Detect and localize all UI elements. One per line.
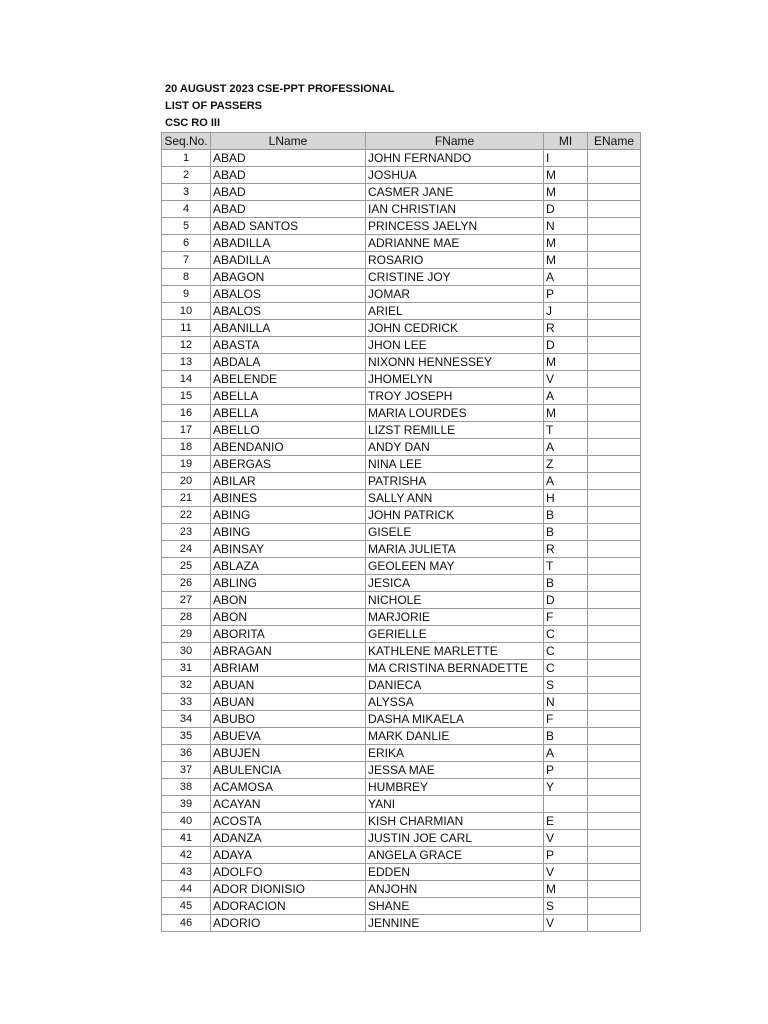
cell-extension-name (588, 337, 641, 354)
cell-extension-name (588, 575, 641, 592)
cell-middle-initial: M (544, 881, 588, 898)
table-row (162, 847, 641, 864)
cell-last-name: ABRAGAN (211, 643, 366, 660)
cell-last-name: ABDALA (211, 354, 366, 371)
table-row (162, 252, 641, 269)
cell-last-name: ABELLO (211, 422, 366, 439)
cell-seq-no: 6 (162, 235, 211, 252)
cell-last-name: ADOR DIONISIO (211, 881, 366, 898)
table-row (162, 422, 641, 439)
cell-last-name: ABERGAS (211, 456, 366, 473)
table-row (162, 694, 641, 711)
cell-seq-no: 29 (162, 626, 211, 643)
cell-extension-name (588, 796, 641, 813)
cell-middle-initial: M (544, 167, 588, 184)
cell-seq-no: 12 (162, 337, 211, 354)
cell-seq-no: 10 (162, 303, 211, 320)
table-row (162, 456, 641, 473)
table-row (162, 320, 641, 337)
cell-first-name: CRISTINE JOY (366, 269, 544, 286)
cell-middle-initial: P (544, 286, 588, 303)
cell-first-name: LIZST REMILLE (366, 422, 544, 439)
cell-middle-initial: D (544, 201, 588, 218)
table-row (162, 643, 641, 660)
cell-seq-no: 45 (162, 898, 211, 915)
cell-first-name: JESICA (366, 575, 544, 592)
cell-first-name: NICHOLE (366, 592, 544, 609)
cell-seq-no: 40 (162, 813, 211, 830)
cell-first-name: JOMAR (366, 286, 544, 303)
cell-middle-initial: M (544, 252, 588, 269)
cell-extension-name (588, 558, 641, 575)
table-row (162, 575, 641, 592)
cell-middle-initial: M (544, 235, 588, 252)
cell-seq-no: 9 (162, 286, 211, 303)
cell-middle-initial: S (544, 677, 588, 694)
table-row (162, 473, 641, 490)
cell-first-name: PRINCESS JAELYN (366, 218, 544, 235)
table-row (162, 711, 641, 728)
cell-seq-no: 31 (162, 660, 211, 677)
cell-last-name: ABUBO (211, 711, 366, 728)
cell-middle-initial: N (544, 218, 588, 235)
cell-extension-name (588, 422, 641, 439)
cell-last-name: ADANZA (211, 830, 366, 847)
cell-seq-no: 4 (162, 201, 211, 218)
table-row (162, 779, 641, 796)
table-row (162, 490, 641, 507)
cell-first-name: MARJORIE (366, 609, 544, 626)
cell-first-name: JENNINE (366, 915, 544, 932)
cell-extension-name (588, 320, 641, 337)
cell-middle-initial: A (544, 388, 588, 405)
cell-extension-name (588, 524, 641, 541)
cell-extension-name (588, 218, 641, 235)
cell-last-name: ABON (211, 592, 366, 609)
cell-last-name: ABASTA (211, 337, 366, 354)
table-row (162, 677, 641, 694)
cell-last-name: ABRIAM (211, 660, 366, 677)
cell-seq-no: 18 (162, 439, 211, 456)
table-row (162, 609, 641, 626)
cell-seq-no: 21 (162, 490, 211, 507)
cell-first-name: EDDEN (366, 864, 544, 881)
table-row (162, 286, 641, 303)
office-name: CSC RO III (165, 117, 221, 129)
cell-first-name: CASMER JANE (366, 184, 544, 201)
cell-seq-no: 28 (162, 609, 211, 626)
cell-seq-no: 33 (162, 694, 211, 711)
cell-seq-no: 3 (162, 184, 211, 201)
cell-seq-no: 42 (162, 847, 211, 864)
cell-seq-no: 38 (162, 779, 211, 796)
cell-first-name: HUMBREY (366, 779, 544, 796)
cell-middle-initial: V (544, 371, 588, 388)
cell-extension-name (588, 405, 641, 422)
table-row (162, 439, 641, 456)
cell-extension-name (588, 762, 641, 779)
cell-seq-no: 11 (162, 320, 211, 337)
cell-last-name: ABILAR (211, 473, 366, 490)
cell-middle-initial: Z (544, 456, 588, 473)
column-header-fname: FName (366, 133, 544, 150)
cell-first-name: ANJOHN (366, 881, 544, 898)
list-title: LIST OF PASSERS (165, 100, 262, 112)
document-header (165, 81, 394, 132)
cell-extension-name (588, 490, 641, 507)
cell-extension-name (588, 847, 641, 864)
cell-middle-initial: A (544, 473, 588, 490)
cell-first-name: SALLY ANN (366, 490, 544, 507)
cell-extension-name (588, 779, 641, 796)
cell-last-name: ABUAN (211, 694, 366, 711)
cell-extension-name (588, 711, 641, 728)
cell-extension-name (588, 881, 641, 898)
column-header-seq: Seq.No. (162, 133, 211, 150)
table-row (162, 898, 641, 915)
cell-middle-initial: N (544, 694, 588, 711)
cell-first-name: MARK DANLIE (366, 728, 544, 745)
cell-first-name: KATHLENE MARLETTE (366, 643, 544, 660)
table-row (162, 524, 641, 541)
cell-extension-name (588, 694, 641, 711)
cell-first-name: ALYSSA (366, 694, 544, 711)
cell-middle-initial: Y (544, 779, 588, 796)
cell-seq-no: 25 (162, 558, 211, 575)
column-header-lname: LName (211, 133, 366, 150)
cell-middle-initial: T (544, 558, 588, 575)
cell-last-name: ABUEVA (211, 728, 366, 745)
cell-first-name: JESSA MAE (366, 762, 544, 779)
cell-first-name: DANIECA (366, 677, 544, 694)
cell-last-name: ABLING (211, 575, 366, 592)
cell-middle-initial: F (544, 711, 588, 728)
cell-first-name: SHANE (366, 898, 544, 915)
cell-first-name: TROY JOSEPH (366, 388, 544, 405)
table-row (162, 626, 641, 643)
table-row (162, 558, 641, 575)
cell-seq-no: 37 (162, 762, 211, 779)
cell-extension-name (588, 388, 641, 405)
table-row (162, 388, 641, 405)
cell-seq-no: 1 (162, 150, 211, 167)
cell-middle-initial: I (544, 150, 588, 167)
cell-last-name: ABAGON (211, 269, 366, 286)
cell-extension-name (588, 439, 641, 456)
table-row (162, 796, 641, 813)
cell-last-name: ABUJEN (211, 745, 366, 762)
cell-first-name: ADRIANNE MAE (366, 235, 544, 252)
cell-last-name: ABADILLA (211, 252, 366, 269)
cell-last-name: ABAD (211, 167, 366, 184)
cell-extension-name (588, 303, 641, 320)
cell-extension-name (588, 354, 641, 371)
cell-seq-no: 41 (162, 830, 211, 847)
cell-last-name: ADORACION (211, 898, 366, 915)
cell-middle-initial: B (544, 575, 588, 592)
cell-middle-initial: R (544, 541, 588, 558)
table-row (162, 201, 641, 218)
cell-last-name: ABLAZA (211, 558, 366, 575)
cell-extension-name (588, 150, 641, 167)
cell-seq-no: 39 (162, 796, 211, 813)
cell-extension-name (588, 473, 641, 490)
cell-first-name: KISH CHARMIAN (366, 813, 544, 830)
cell-last-name: ACOSTA (211, 813, 366, 830)
table-row (162, 830, 641, 847)
cell-last-name: ABUAN (211, 677, 366, 694)
cell-first-name: GISELE (366, 524, 544, 541)
cell-extension-name (588, 898, 641, 915)
cell-last-name: ADOLFO (211, 864, 366, 881)
cell-extension-name (588, 830, 641, 847)
cell-last-name: ABANILLA (211, 320, 366, 337)
cell-seq-no: 43 (162, 864, 211, 881)
cell-seq-no: 32 (162, 677, 211, 694)
table-row (162, 915, 641, 932)
cell-middle-initial: V (544, 864, 588, 881)
cell-last-name: ABULENCIA (211, 762, 366, 779)
cell-seq-no: 23 (162, 524, 211, 541)
cell-middle-initial: B (544, 728, 588, 745)
cell-seq-no: 5 (162, 218, 211, 235)
cell-seq-no: 13 (162, 354, 211, 371)
cell-last-name: ACAMOSA (211, 779, 366, 796)
cell-seq-no: 8 (162, 269, 211, 286)
table-body (162, 150, 641, 932)
cell-middle-initial: V (544, 915, 588, 932)
cell-middle-initial: M (544, 184, 588, 201)
cell-first-name: NIXONN HENNESSEY (366, 354, 544, 371)
cell-middle-initial: P (544, 762, 588, 779)
cell-middle-initial: D (544, 337, 588, 354)
cell-last-name: ADAYA (211, 847, 366, 864)
table-row (162, 728, 641, 745)
table-row (162, 184, 641, 201)
cell-first-name: JOHN FERNANDO (366, 150, 544, 167)
cell-extension-name (588, 864, 641, 881)
cell-extension-name (588, 371, 641, 388)
table-row (162, 507, 641, 524)
cell-last-name: ABAD SANTOS (211, 218, 366, 235)
cell-extension-name (588, 456, 641, 473)
cell-extension-name (588, 813, 641, 830)
table-row (162, 660, 641, 677)
cell-middle-initial: J (544, 303, 588, 320)
cell-middle-initial: A (544, 439, 588, 456)
cell-middle-initial: A (544, 745, 588, 762)
cell-seq-no: 20 (162, 473, 211, 490)
cell-extension-name (588, 609, 641, 626)
cell-seq-no: 14 (162, 371, 211, 388)
cell-middle-initial: A (544, 269, 588, 286)
cell-middle-initial: M (544, 354, 588, 371)
cell-last-name: ABELLA (211, 388, 366, 405)
cell-seq-no: 7 (162, 252, 211, 269)
cell-seq-no: 22 (162, 507, 211, 524)
cell-last-name: ADORIO (211, 915, 366, 932)
cell-extension-name (588, 286, 641, 303)
cell-first-name: GERIELLE (366, 626, 544, 643)
exam-title: 20 AUGUST 2023 CSE-PPT PROFESSIONAL (165, 83, 395, 95)
cell-last-name: ABINES (211, 490, 366, 507)
table-row (162, 337, 641, 354)
cell-middle-initial (544, 796, 588, 813)
cell-last-name: ABALOS (211, 286, 366, 303)
cell-extension-name (588, 626, 641, 643)
cell-middle-initial: C (544, 660, 588, 677)
cell-first-name: ANGELA GRACE (366, 847, 544, 864)
table-row (162, 218, 641, 235)
cell-last-name: ABALOS (211, 303, 366, 320)
cell-first-name: JHOMELYN (366, 371, 544, 388)
cell-extension-name (588, 643, 641, 660)
cell-middle-initial: B (544, 524, 588, 541)
table-row (162, 371, 641, 388)
cell-first-name: ANDY DAN (366, 439, 544, 456)
cell-seq-no: 46 (162, 915, 211, 932)
cell-middle-initial: V (544, 830, 588, 847)
cell-first-name: JOHN PATRICK (366, 507, 544, 524)
table-row (162, 541, 641, 558)
cell-first-name: JOHN CEDRICK (366, 320, 544, 337)
cell-first-name: MARIA JULIETA (366, 541, 544, 558)
cell-extension-name (588, 507, 641, 524)
cell-last-name: ABELLA (211, 405, 366, 422)
cell-extension-name (588, 677, 641, 694)
cell-first-name: JHON LEE (366, 337, 544, 354)
cell-seq-no: 26 (162, 575, 211, 592)
cell-seq-no: 27 (162, 592, 211, 609)
passers-table (161, 132, 641, 932)
cell-extension-name (588, 660, 641, 677)
cell-last-name: ABING (211, 524, 366, 541)
column-header-mi: MI (544, 133, 588, 150)
cell-extension-name (588, 201, 641, 218)
cell-seq-no: 2 (162, 167, 211, 184)
cell-first-name: YANI (366, 796, 544, 813)
cell-first-name: DASHA MIKAELA (366, 711, 544, 728)
cell-extension-name (588, 728, 641, 745)
cell-seq-no: 17 (162, 422, 211, 439)
cell-seq-no: 15 (162, 388, 211, 405)
cell-extension-name (588, 269, 641, 286)
table-row (162, 762, 641, 779)
cell-extension-name (588, 252, 641, 269)
cell-first-name: MARIA LOURDES (366, 405, 544, 422)
cell-middle-initial: R (544, 320, 588, 337)
cell-extension-name (588, 915, 641, 932)
cell-seq-no: 36 (162, 745, 211, 762)
cell-first-name: JUSTIN JOE CARL (366, 830, 544, 847)
cell-middle-initial: S (544, 898, 588, 915)
cell-seq-no: 44 (162, 881, 211, 898)
table-row (162, 864, 641, 881)
cell-seq-no: 24 (162, 541, 211, 558)
table-row (162, 745, 641, 762)
cell-extension-name (588, 541, 641, 558)
table-header-row (162, 133, 641, 150)
cell-seq-no: 35 (162, 728, 211, 745)
table-row (162, 150, 641, 167)
cell-last-name: ABAD (211, 184, 366, 201)
cell-first-name: IAN CHRISTIAN (366, 201, 544, 218)
cell-middle-initial: C (544, 626, 588, 643)
cell-extension-name (588, 745, 641, 762)
cell-last-name: ABAD (211, 150, 366, 167)
cell-last-name: ABON (211, 609, 366, 626)
table-row (162, 881, 641, 898)
cell-seq-no: 19 (162, 456, 211, 473)
cell-first-name: NINA LEE (366, 456, 544, 473)
cell-middle-initial: H (544, 490, 588, 507)
cell-first-name: ERIKA (366, 745, 544, 762)
cell-middle-initial: T (544, 422, 588, 439)
cell-first-name: ARIEL (366, 303, 544, 320)
cell-seq-no: 16 (162, 405, 211, 422)
table-row (162, 235, 641, 252)
cell-last-name: ABENDANIO (211, 439, 366, 456)
cell-first-name: MA CRISTINA BERNADETTE (366, 660, 544, 677)
cell-middle-initial: F (544, 609, 588, 626)
table-row (162, 354, 641, 371)
cell-middle-initial: C (544, 643, 588, 660)
cell-middle-initial: P (544, 847, 588, 864)
cell-last-name: ABADILLA (211, 235, 366, 252)
cell-seq-no: 34 (162, 711, 211, 728)
column-header-ename: EName (588, 133, 641, 150)
cell-last-name: ABORITA (211, 626, 366, 643)
cell-last-name: ACAYAN (211, 796, 366, 813)
table-row (162, 592, 641, 609)
cell-extension-name (588, 592, 641, 609)
cell-extension-name (588, 167, 641, 184)
cell-middle-initial: M (544, 405, 588, 422)
cell-first-name: GEOLEEN MAY (366, 558, 544, 575)
cell-first-name: JOSHUA (366, 167, 544, 184)
cell-extension-name (588, 235, 641, 252)
cell-first-name: ROSARIO (366, 252, 544, 269)
cell-middle-initial: B (544, 507, 588, 524)
table-row (162, 269, 641, 286)
cell-seq-no: 30 (162, 643, 211, 660)
cell-middle-initial: D (544, 592, 588, 609)
cell-last-name: ABELENDE (211, 371, 366, 388)
table-row (162, 813, 641, 830)
table-row (162, 303, 641, 320)
cell-last-name: ABAD (211, 201, 366, 218)
cell-extension-name (588, 184, 641, 201)
cell-first-name: PATRISHA (366, 473, 544, 490)
table-row (162, 167, 641, 184)
cell-last-name: ABINSAY (211, 541, 366, 558)
cell-last-name: ABING (211, 507, 366, 524)
cell-middle-initial: E (544, 813, 588, 830)
table-row (162, 405, 641, 422)
